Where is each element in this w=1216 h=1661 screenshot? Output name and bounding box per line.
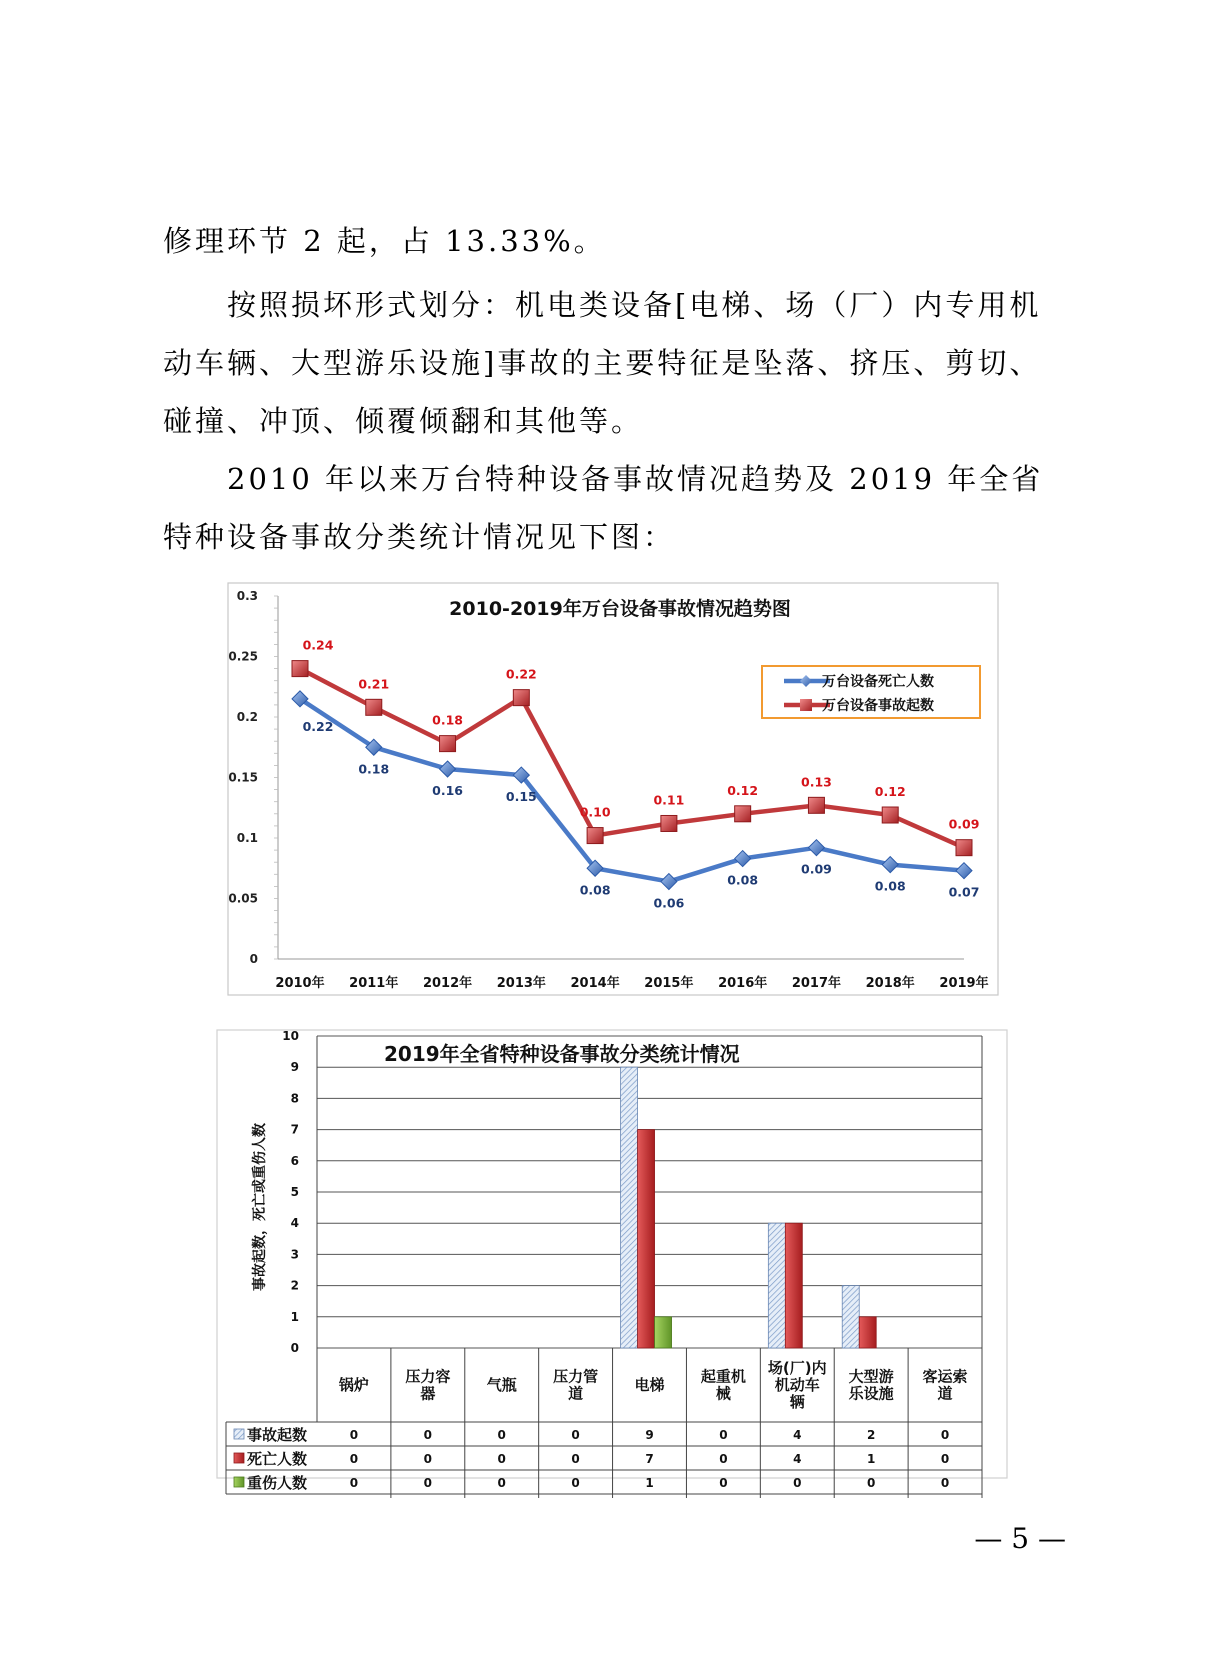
- line-point-accident: [882, 807, 898, 823]
- bar-0-4: [621, 1067, 638, 1348]
- legend-label: 万台设备事故起数: [822, 698, 934, 714]
- table-value: 0: [940, 1452, 950, 1466]
- bar-category-label: 道: [937, 1384, 953, 1403]
- bar-y-tick-label: 4: [290, 1216, 299, 1231]
- bar-y-tick-label: 10: [282, 1029, 299, 1043]
- table-value: 0: [866, 1476, 876, 1490]
- legend-marker-accident: [800, 699, 812, 711]
- bar-category-label: 压力管: [553, 1367, 599, 1386]
- line-data-label-accident: 0.09: [948, 816, 980, 832]
- table-value: 0: [497, 1476, 506, 1490]
- line-chart-title: 2010-2019年万台设备事故情况趋势图: [449, 598, 791, 620]
- bar-0-6: [768, 1223, 785, 1348]
- line-data-label-death: 0.08: [727, 872, 759, 888]
- line-data-label-accident: 0.21: [358, 676, 390, 692]
- line-x-tick-label: 2012年: [422, 976, 473, 991]
- paragraph-chart-intro: 2010 年以来万台特种设备事故情况趋势及 2019 年全省特种设备事故分类统计情况见下图：: [163, 462, 1044, 554]
- page-number: — 5 —: [974, 1522, 1066, 1555]
- bar-y-tick-label: 6: [290, 1153, 299, 1168]
- line-y-tick-label: 0.25: [228, 649, 258, 664]
- line-y-tick-label: 0.3: [236, 589, 258, 603]
- line-data-label-death: 0.09: [801, 861, 832, 877]
- line-x-tick-label: 2014年: [570, 976, 620, 991]
- table-value: 2: [866, 1428, 876, 1442]
- line-y-tick-label: 0.1: [236, 831, 258, 845]
- line-x-tick-label: 2017年: [791, 976, 842, 991]
- bar-category-label: 电梯: [634, 1376, 665, 1394]
- line-data-label-death: 0.15: [505, 789, 537, 805]
- line-point-accident: [440, 736, 456, 752]
- bar-category-label: 机动车: [774, 1376, 820, 1394]
- bar-1-6: [785, 1223, 802, 1348]
- table-legend-swatch: [234, 1477, 244, 1487]
- line-data-label-accident: 0.18: [432, 712, 463, 728]
- table-value: 0: [940, 1428, 950, 1442]
- text-line-1: 修理环节 2 起，占 13.33%。: [163, 224, 606, 258]
- line-data-label-death: 0.18: [358, 761, 390, 777]
- line-point-accident: [292, 661, 308, 677]
- table-value: 0: [349, 1428, 359, 1442]
- table-value: 0: [423, 1428, 433, 1442]
- line-point-accident: [735, 806, 751, 822]
- bar-y-axis-title: 事故起数，死亡或重伤人数: [252, 1123, 268, 1291]
- line-data-label-accident: 0.12: [727, 782, 759, 798]
- bar-1-7: [859, 1317, 876, 1348]
- table-value: 0: [497, 1452, 506, 1466]
- bar-category-label: 场(厂)内: [767, 1359, 827, 1377]
- line-y-tick-label: 0.15: [228, 770, 258, 785]
- line-x-tick-label: 2016年: [718, 976, 768, 991]
- line-point-accident: [808, 797, 824, 813]
- line-data-label-death: 0.07: [948, 884, 980, 900]
- bar-2-4: [655, 1317, 672, 1348]
- table-value: 0: [423, 1476, 433, 1490]
- bar-y-tick-label: 7: [290, 1122, 299, 1137]
- line-y-tick-label: 0.2: [236, 710, 258, 724]
- table-value: 0: [719, 1476, 728, 1490]
- line-data-label-accident: 0.24: [302, 637, 334, 653]
- bar-chart-title: 2019年全省特种设备事故分类统计情况: [384, 1042, 740, 1066]
- table-value: 0: [571, 1428, 580, 1442]
- bar-category-label: 起重机: [700, 1367, 746, 1386]
- line-data-label-death: 0.22: [302, 718, 334, 734]
- line-data-label-death: 0.08: [579, 882, 611, 898]
- line-data-label-death: 0.16: [432, 783, 463, 799]
- line-point-accident: [956, 840, 972, 856]
- table-value: 0: [719, 1452, 728, 1466]
- line-x-tick-label: 2019年: [939, 976, 989, 991]
- table-series-name: 重伤人数: [247, 1474, 308, 1492]
- line-x-tick-label: 2011年: [349, 976, 399, 991]
- legend-label: 万台设备死亡人数: [822, 674, 934, 690]
- bar-category-label: 乐设施: [848, 1384, 894, 1403]
- line-point-accident: [513, 690, 529, 706]
- line-data-label-death: 0.08: [874, 878, 906, 894]
- bar-y-tick-label: 1: [290, 1309, 299, 1324]
- bar-y-tick-label: 0: [290, 1341, 299, 1355]
- line-data-label-accident: 0.22: [505, 666, 537, 682]
- line-x-tick-label: 2013年: [496, 976, 546, 991]
- paragraph-damage-form: 按照损坏形式划分：机电类设备[电梯、场（厂）内专用机动车辆、大型游乐设施]事故的主要特征是坠落、挤压、剪切、碰撞、冲顶、倾覆倾翻和其他等。: [163, 288, 1042, 438]
- table-value: 0: [571, 1452, 580, 1466]
- table-value: 4: [793, 1428, 802, 1442]
- line-chart: [222, 580, 1002, 1004]
- bar-chart: [214, 1027, 1014, 1492]
- bar-category-label: 械: [715, 1384, 731, 1403]
- line-data-label-accident: 0.10: [579, 804, 611, 820]
- bar-category-label: 压力容: [405, 1367, 451, 1386]
- line-x-tick-label: 2010年: [275, 976, 325, 991]
- table-value: 9: [645, 1428, 654, 1442]
- bar-0-7: [842, 1286, 859, 1348]
- bar-y-tick-label: 2: [290, 1278, 299, 1293]
- line-x-tick-label: 2015年: [644, 976, 694, 991]
- bar-y-tick-label: 5: [290, 1185, 299, 1199]
- bar-category-label: 器: [420, 1384, 436, 1403]
- table-value: 1: [645, 1476, 654, 1490]
- line-data-label-death: 0.06: [653, 895, 685, 911]
- bar-category-label: 客运索: [922, 1367, 968, 1386]
- line-y-tick-label: 0.05: [228, 891, 258, 906]
- bar-category-label: 气瓶: [486, 1376, 517, 1394]
- line-point-accident: [587, 828, 603, 844]
- table-value: 0: [423, 1452, 433, 1466]
- line-point-accident: [661, 815, 677, 831]
- bar-1-4: [638, 1130, 655, 1348]
- table-series-name: 死亡人数: [247, 1450, 308, 1468]
- line-data-label-accident: 0.12: [874, 784, 906, 800]
- bar-y-tick-label: 9: [290, 1060, 299, 1075]
- bar-category-label: 辆: [789, 1393, 805, 1411]
- bar-category-label: 大型游: [848, 1367, 894, 1386]
- table-value: 0: [793, 1476, 802, 1490]
- table-series-name: 事故起数: [247, 1426, 308, 1444]
- table-value: 0: [349, 1476, 359, 1490]
- bar-category-label: 锅炉: [338, 1376, 369, 1394]
- bar-y-tick-label: 8: [290, 1091, 299, 1106]
- table-value: 4: [793, 1452, 802, 1466]
- line-x-tick-label: 2018年: [865, 976, 915, 991]
- table-value: 0: [497, 1428, 506, 1442]
- table-value: 0: [940, 1476, 950, 1490]
- table-value: 1: [866, 1452, 876, 1466]
- bar-category-label: 道: [568, 1384, 584, 1403]
- table-legend-swatch: [234, 1429, 244, 1439]
- table-value: 7: [645, 1452, 654, 1466]
- table-value: 0: [349, 1452, 359, 1466]
- line-y-tick-label: 0: [249, 952, 258, 966]
- table-value: 0: [571, 1476, 580, 1490]
- line-data-label-accident: 0.13: [801, 774, 832, 790]
- table-legend-swatch: [234, 1453, 244, 1463]
- table-value: 0: [719, 1428, 728, 1442]
- line-point-accident: [366, 699, 382, 715]
- bar-y-tick-label: 3: [290, 1247, 299, 1262]
- line-data-label-accident: 0.11: [653, 792, 685, 808]
